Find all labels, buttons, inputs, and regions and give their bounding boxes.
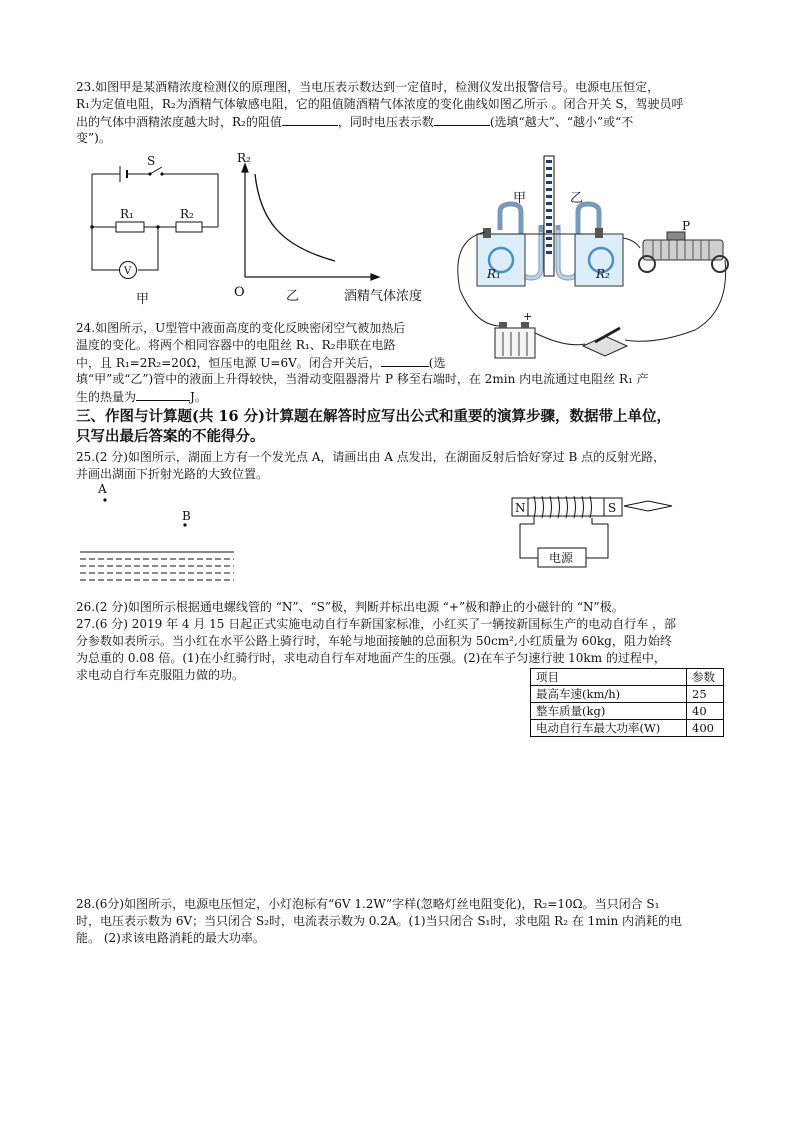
q23-line3-text-a: 出的气体中酒精浓度越大时，R₂的阻值 xyxy=(76,115,282,129)
knife-switch xyxy=(583,328,627,356)
q23-line3-text-c: (选填“越大”、“越小”或“不 xyxy=(489,115,634,129)
q28-line1: 28.(6分)如图所示，电源电压恒定，小灯泡标有“6V 1.2W”字样(忽略灯丝电阻变化)，R₂=10Ω。当只闭合 S₁ xyxy=(76,897,660,911)
q23-line3 xyxy=(76,113,633,132)
q26-text: 26.(2 分)如图所示根据通电螺线管的 “N”、“S”极，判断并标出电源 “+”极和静止的小磁针的 “N”极。 xyxy=(76,600,624,614)
battery-box xyxy=(495,322,535,358)
point-a xyxy=(103,498,106,501)
spec-cell-value: 25 xyxy=(687,686,724,703)
q28-line2: 时，电压表示数为 6V；当只闭合 S₂时，电流表示数为 0.2A。(1)当只闭合 S₁时，求电阻 R₂ 在 1min 内消耗的电 xyxy=(76,914,683,928)
q27-line3: 为总重的 0.08 倍。(1)在小红骑行时，求电动自行车对地面产生的压强。(2)在车子匀速行驶 10km 的过程中， xyxy=(76,651,666,665)
fig25-point-b-label: B xyxy=(182,509,191,523)
spec-table xyxy=(530,668,724,737)
fig23-meter-label: V xyxy=(124,266,132,277)
fig23-circuit xyxy=(80,150,230,310)
point-b xyxy=(183,523,186,526)
q25-line2: 并画出湖面下折射光路的大致位置。 xyxy=(76,467,269,481)
fig24-r1-label: R₁ xyxy=(487,267,501,281)
fig23-switch-label: S xyxy=(147,154,156,168)
fig24-left-label: 甲 xyxy=(513,191,527,206)
q23-line2: R₁为定值电阻，R₂为酒精气体敏感电阻，它的阻值随酒精气体浓度的变化曲线如图乙所示 。闭合开关 S，驾驶员呼 xyxy=(76,97,684,111)
battery-symbol xyxy=(120,166,127,182)
fig23b-xaxis-label: 酒精气体浓度 xyxy=(344,289,423,304)
spec-cell-item: 整车质量(kg) xyxy=(531,703,687,720)
q24-line5-text-b: J。 xyxy=(190,390,207,404)
section3-heading-line1: 三、作图与计算题(共 16 分)计算题在解答时应写出公式和重要的演算步骤，数据带上单位， xyxy=(76,408,671,425)
q24-blank-heat[interactable] xyxy=(136,388,190,401)
spec-header-item: 项目 xyxy=(531,669,687,686)
spec-table-row xyxy=(531,703,724,720)
q24-line2: 温度的变化。将两个相同容器中的电阻丝 R₁、R₂串联在电路 xyxy=(76,338,396,352)
q24-line3-text-b: (选 xyxy=(428,356,446,370)
fig25-point-a-label: A xyxy=(98,482,107,496)
q23-line1: 23.如图甲是某酒精浓度检测仪的原理图，当电压表示数达到一定值时，检测仪发出报警信号。电源电压恒定， xyxy=(76,80,660,94)
q27-line4: 求电动自行车克服阻力做的功。 xyxy=(76,668,245,682)
fig26-solenoid xyxy=(508,492,678,572)
q28-line3: 能。 (2)求该电路消耗的最大功率。 xyxy=(76,931,265,945)
fig23-r2-label: R₂ xyxy=(180,207,194,221)
q24-line1: 24.如图所示，U型管中液面高度的变化反映密闭空气被加热后 xyxy=(76,321,406,335)
q24-line3 xyxy=(76,354,445,373)
fig23b-origin-label: O xyxy=(234,285,245,300)
fig25-lake xyxy=(78,480,243,590)
spec-table-row xyxy=(531,686,724,703)
fig23b-yaxis-label: R₂ xyxy=(237,151,251,165)
compass-needle xyxy=(624,501,672,511)
spec-cell-value: 40 xyxy=(687,703,724,720)
spec-cell-value: 400 xyxy=(687,720,724,737)
resistance-curve xyxy=(255,174,335,261)
spec-cell-item: 最高车速(km/h) xyxy=(531,686,687,703)
q27-line1: 27.(6 分) 2019 年 4 月 15 日起正式实施电动自行车新国家标准，小红买了一辆按新国标生产的电动自行车 ，部 xyxy=(76,617,677,631)
container-left xyxy=(477,234,525,286)
q25-line1: 25.(2 分)如图所示，湖面上方有一个发光点 A，请画出由 A 点发出，在湖面反射后恰好穿过 B 点的反射光路， xyxy=(76,450,666,464)
resistor-r2 xyxy=(176,222,202,232)
fig23-caption: 甲 xyxy=(136,292,150,307)
fig24-r2-label: R₂ xyxy=(596,267,610,281)
spec-table-row xyxy=(531,720,724,737)
resistor-r1 xyxy=(116,222,144,232)
q24-line3-text-a: 中，且 R₁=2R₂=20Ω，恒压电源 U=6V。闭合开关后， xyxy=(76,356,381,370)
section3-heading-line2: 只写出最后答案的不能得分。 xyxy=(76,428,265,445)
fig24-slider-label: P xyxy=(682,219,691,233)
fig26-power-label: 电源 xyxy=(549,551,574,565)
fig24-right-label: 乙 xyxy=(570,191,584,206)
q27-line2: 分参数如表所示。当小红在水平公路上骑行时，车轮与地面接触的总面积为 50cm²,小红质量为 60kg，阻力始终 xyxy=(76,634,672,648)
q23-blank-resistance[interactable] xyxy=(282,113,338,126)
fig24-apparatus xyxy=(455,150,745,365)
q24-line5-text-a: 生的热量为 xyxy=(76,390,137,404)
q23-blank-voltage[interactable] xyxy=(434,113,490,126)
q23-line3-text-b: ，同时电压表示数 xyxy=(337,115,434,129)
q24-line5 xyxy=(76,388,207,407)
water-hatching xyxy=(80,559,234,580)
fig23-graph xyxy=(230,150,440,305)
spec-cell-item: 电动自行车最大功率(W) xyxy=(531,720,687,737)
q24-blank-tube[interactable] xyxy=(381,354,429,367)
fig26-s-label: S xyxy=(608,501,617,515)
fig23b-caption: 乙 xyxy=(286,289,300,304)
fig26-n-label: N xyxy=(515,501,526,515)
rheostat xyxy=(639,232,728,272)
spec-table-header-row xyxy=(531,669,724,686)
q23-line4: 变”)。 xyxy=(76,131,111,145)
switch-symbol xyxy=(148,167,163,176)
fig24-plus-label: + xyxy=(523,310,533,323)
spec-header-value: 参数 xyxy=(687,669,724,686)
q24-line4: 填“甲”或“乙”)管中的液面上升得较快，当滑动变阻器滑片 P 移至右端时，在 2min 内电流通过电阻丝 R₁ 产 xyxy=(76,372,649,386)
fig23-r1-label: R₁ xyxy=(120,207,134,221)
